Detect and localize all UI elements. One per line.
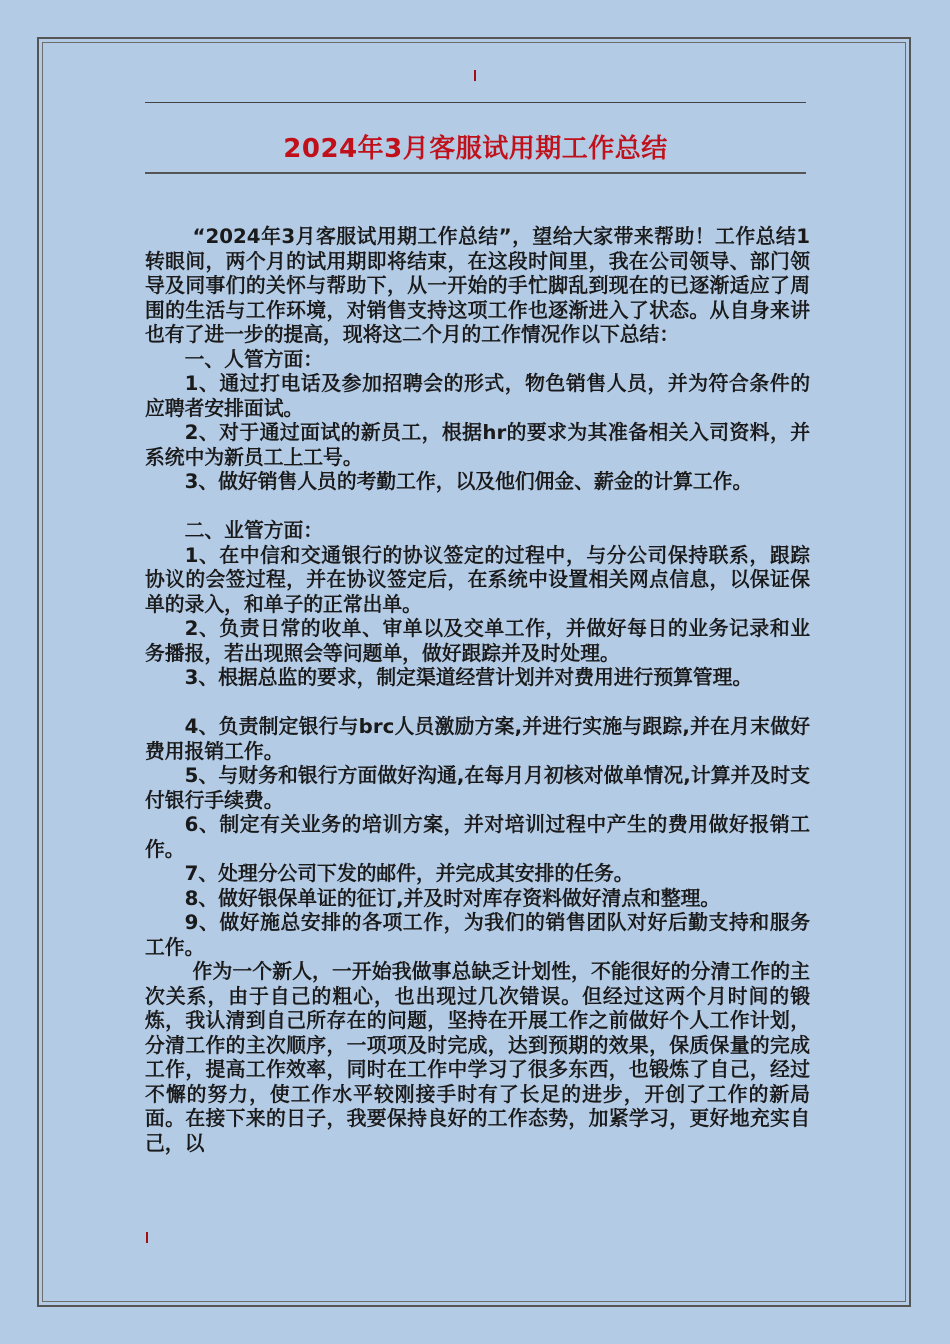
- list-item: 5、与财务和银行方面做好沟通,在每月月初核对做单情况,计算并及时支付银行手续费。: [145, 764, 810, 812]
- blank-line: [145, 495, 810, 520]
- document-title: 2024年3月客服试用期工作总结: [283, 134, 668, 164]
- list-item: 7、处理分公司下发的邮件，并完成其安排的任务。: [184, 862, 634, 885]
- title-rule: [145, 172, 806, 174]
- list-item: 9、做好施总安排的各项工作，为我们的销售团队对好后勤支持和服务工作。: [145, 911, 810, 959]
- footer-marker: [146, 1232, 148, 1243]
- document-body: [145, 225, 810, 1156]
- list-item: 2、对于通过面试的新员工，根据hr的要求为其准备相关入司资料，并系统中为新员工上工号。: [145, 421, 810, 469]
- list-item: 8、做好银保单证的征订,并及时对库存资料做好清点和整理。: [184, 886, 721, 910]
- list-item: 2、负责日常的收单、审单以及交单工作，并做好每日的业务记录和业务播报，若出现照会等问题单，做好跟踪并及时处理。: [145, 617, 810, 665]
- closing-paragraph: 作为一个新人，一开始我做事总缺乏计划性，不能很好的分清工作的主次关系，由于自己的粗心，也出现过几次错误。但经过这两个月时间的锻炼，我认清到自己所存在的问题，坚持在开展工作之前做好个人工作计划，分清工作的主次顺序，一项项及时完成，达到预期的效果，保质保量的完成工作，提高工作效率，同时在工作中学习了很多东西，也锻炼了自己，经过不懈的努力，使工作水平较刚接手时有了长足的进步，开创了工作的新局面。在接下来的日子，我要保持良好的工作态势，加紧学习，更好地充实自己，以: [145, 960, 810, 1155]
- section-heading-business: 二、业管方面：: [184, 519, 324, 542]
- blank-line: [145, 691, 810, 716]
- header-rule: [145, 102, 806, 103]
- list-item: 3、根据总监的要求，制定渠道经营计划并对费用进行预算管理。: [184, 666, 753, 689]
- list-item: 4、负责制定银行与brc人员激励方案,并进行实施与跟踪,并在月末做好费用报销工作。: [145, 715, 810, 763]
- list-item: 6、制定有关业务的培训方案，并对培训过程中产生的费用做好报销工作。: [145, 813, 810, 861]
- section-heading-personnel: 一、人管方面：: [184, 347, 324, 371]
- list-item: 1、在中信和交通银行的协议签定的过程中，与分公司保持联系，跟踪协议的会签过程，并在协议签定后，在系统中设置相关网点信息，以保证保单的录入，和单子的正常出单。: [145, 543, 810, 616]
- list-item: 3、做好销售人员的考勤工作，以及他们佣金、薪金的计算工作。: [184, 470, 753, 493]
- intro-paragraph: “2024年3月客服试用期工作总结”，望给大家带来帮助！工作总结1转眼间，两个月的试用期即将结束，在这段时间里，我在公司领导、部门领导及同事们的关怀与帮助下，从一开始的手忙脚乱到现在的已逐渐适应了周围的生活与工作环境，对销售支持这项工作也逐渐进入了状态。从自身来讲也有了进一步的提高，现将这二个月的工作情况作以下总结：: [145, 225, 810, 346]
- list-item: 1、通过打电话及参加招聘会的形式，物色销售人员，并为符合条件的应聘者安排面试。: [145, 372, 810, 420]
- header-marker: [474, 70, 476, 81]
